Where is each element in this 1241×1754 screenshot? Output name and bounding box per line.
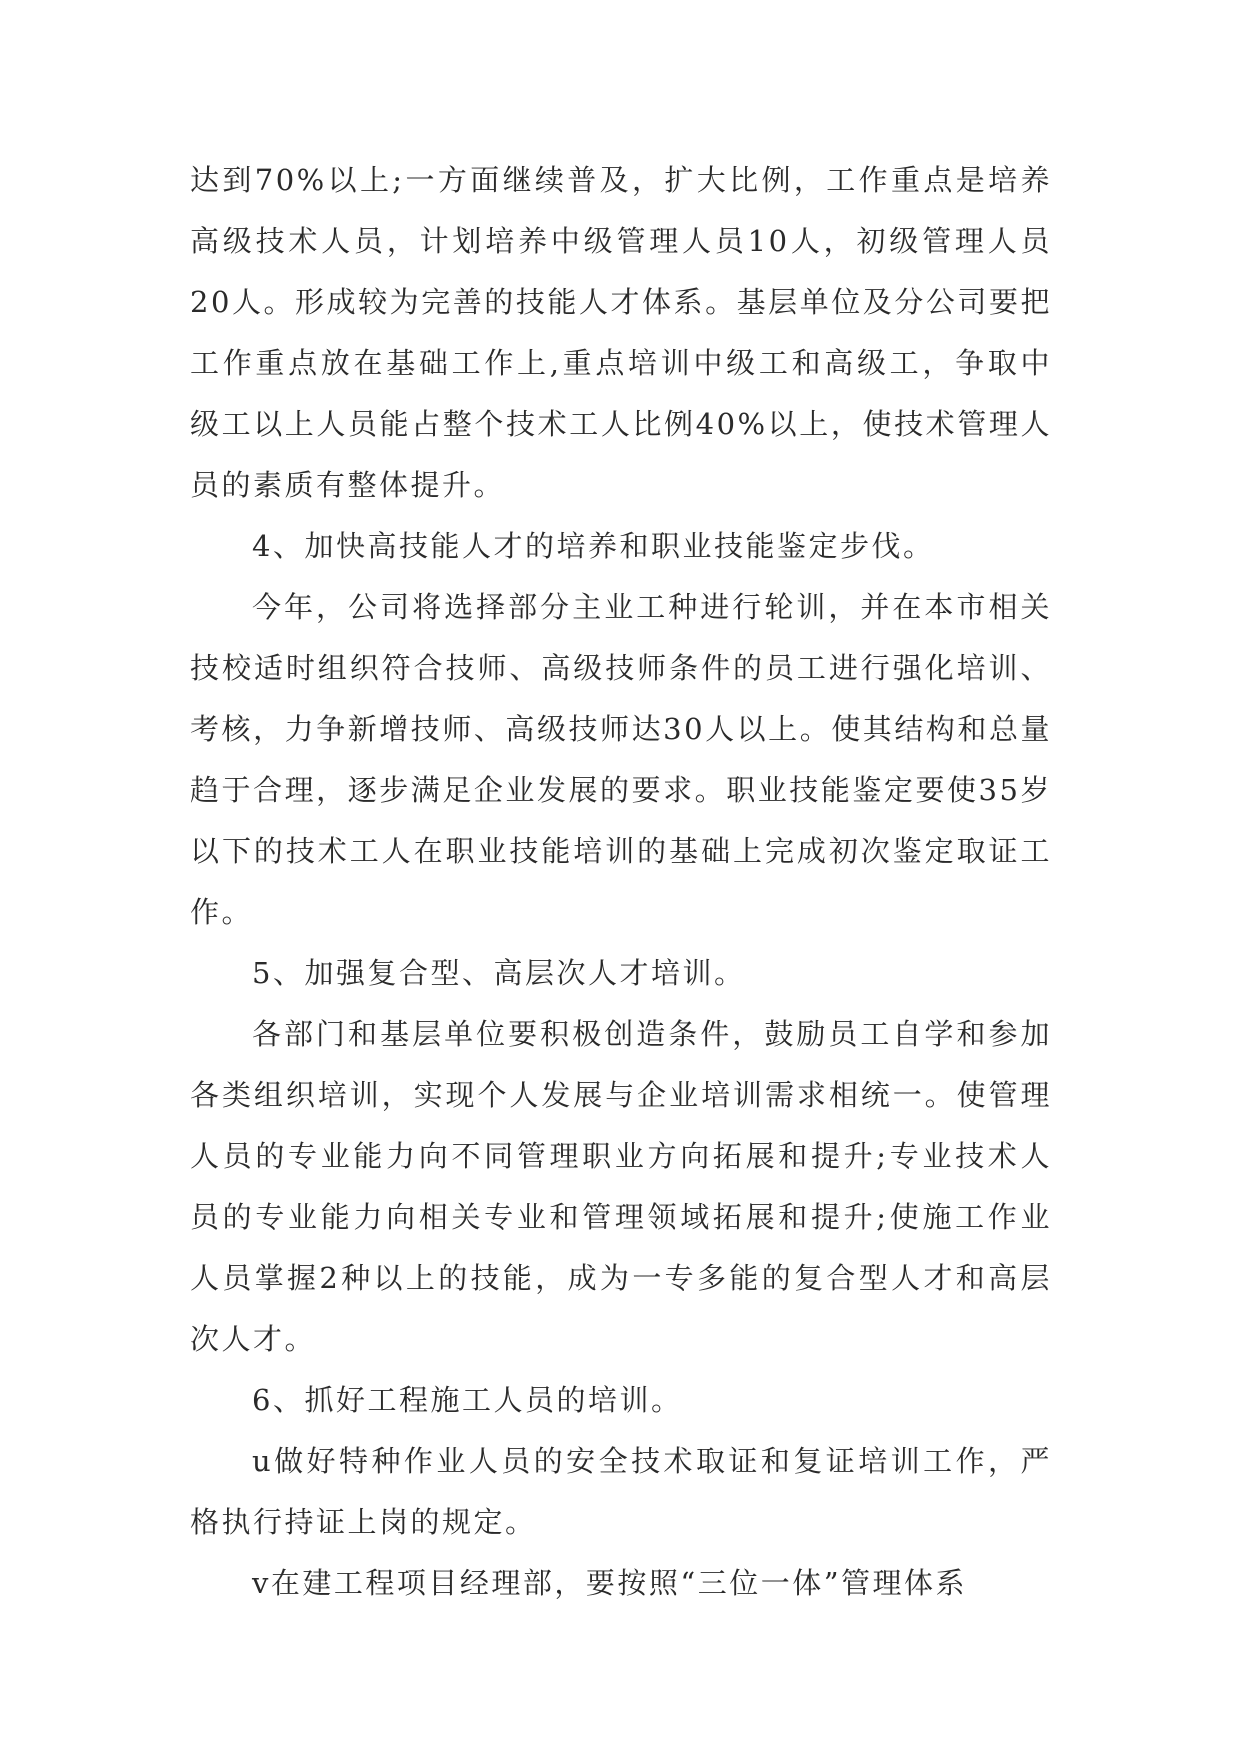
paragraph-1: 达到70%以上;一方面继续普及，扩大比例，工作重点是培养高级技术人员，计划培养中级管理人员10人，初级管理人员20人。形成较为完善的技能人才体系。基层单位及分公司要把工作重点放在基础工作上,重点培训中级工和高级工，争取中级工以上人员能占整个技术工人比例40%以上，使技术管理人员的素质有整体提升。: [190, 163, 1052, 502]
document-page: [190, 150, 1052, 1614]
paragraph-3: 今年，公司将选择部分主业工种进行轮训，并在本市相关技校适时组织符合技师、高级技师条件的员工进行强化培训、考核，力争新增技师、高级技师达30人以上。使其结构和总量趋于合理，逐步满足企业发展的要求。职业技能鉴定要使35岁以下的技术工人在职业技能培训的基础上完成初次鉴定取证工作。: [190, 590, 1052, 929]
paragraph-8: v在建工程项目经理部，要按照“三位一体”管理体系: [252, 1566, 968, 1600]
paragraph-7: u做好特种作业人员的安全技术取证和复证培训工作，严格执行持证上岗的规定。: [190, 1444, 1052, 1539]
paragraph-5: 各部门和基层单位要积极创造条件，鼓励员工自学和参加各类组织培训，实现个人发展与企业培训需求相统一。使管理人员的专业能力向不同管理职业方向拓展和提升;专业技术人员的专业能力向相关专业和管理领域拓展和提升;使施工作业人员掌握2种以上的技能，成为一专多能的复合型人才和高层次人才。: [190, 1017, 1052, 1356]
paragraph-4-heading: 5、加强复合型、高层次人才培训。: [252, 956, 746, 990]
paragraph-6-heading: 6、抓好工程施工人员的培训。: [252, 1383, 683, 1417]
paragraph-2-heading: 4、加快高技能人才的培养和职业技能鉴定步伐。: [252, 529, 935, 563]
